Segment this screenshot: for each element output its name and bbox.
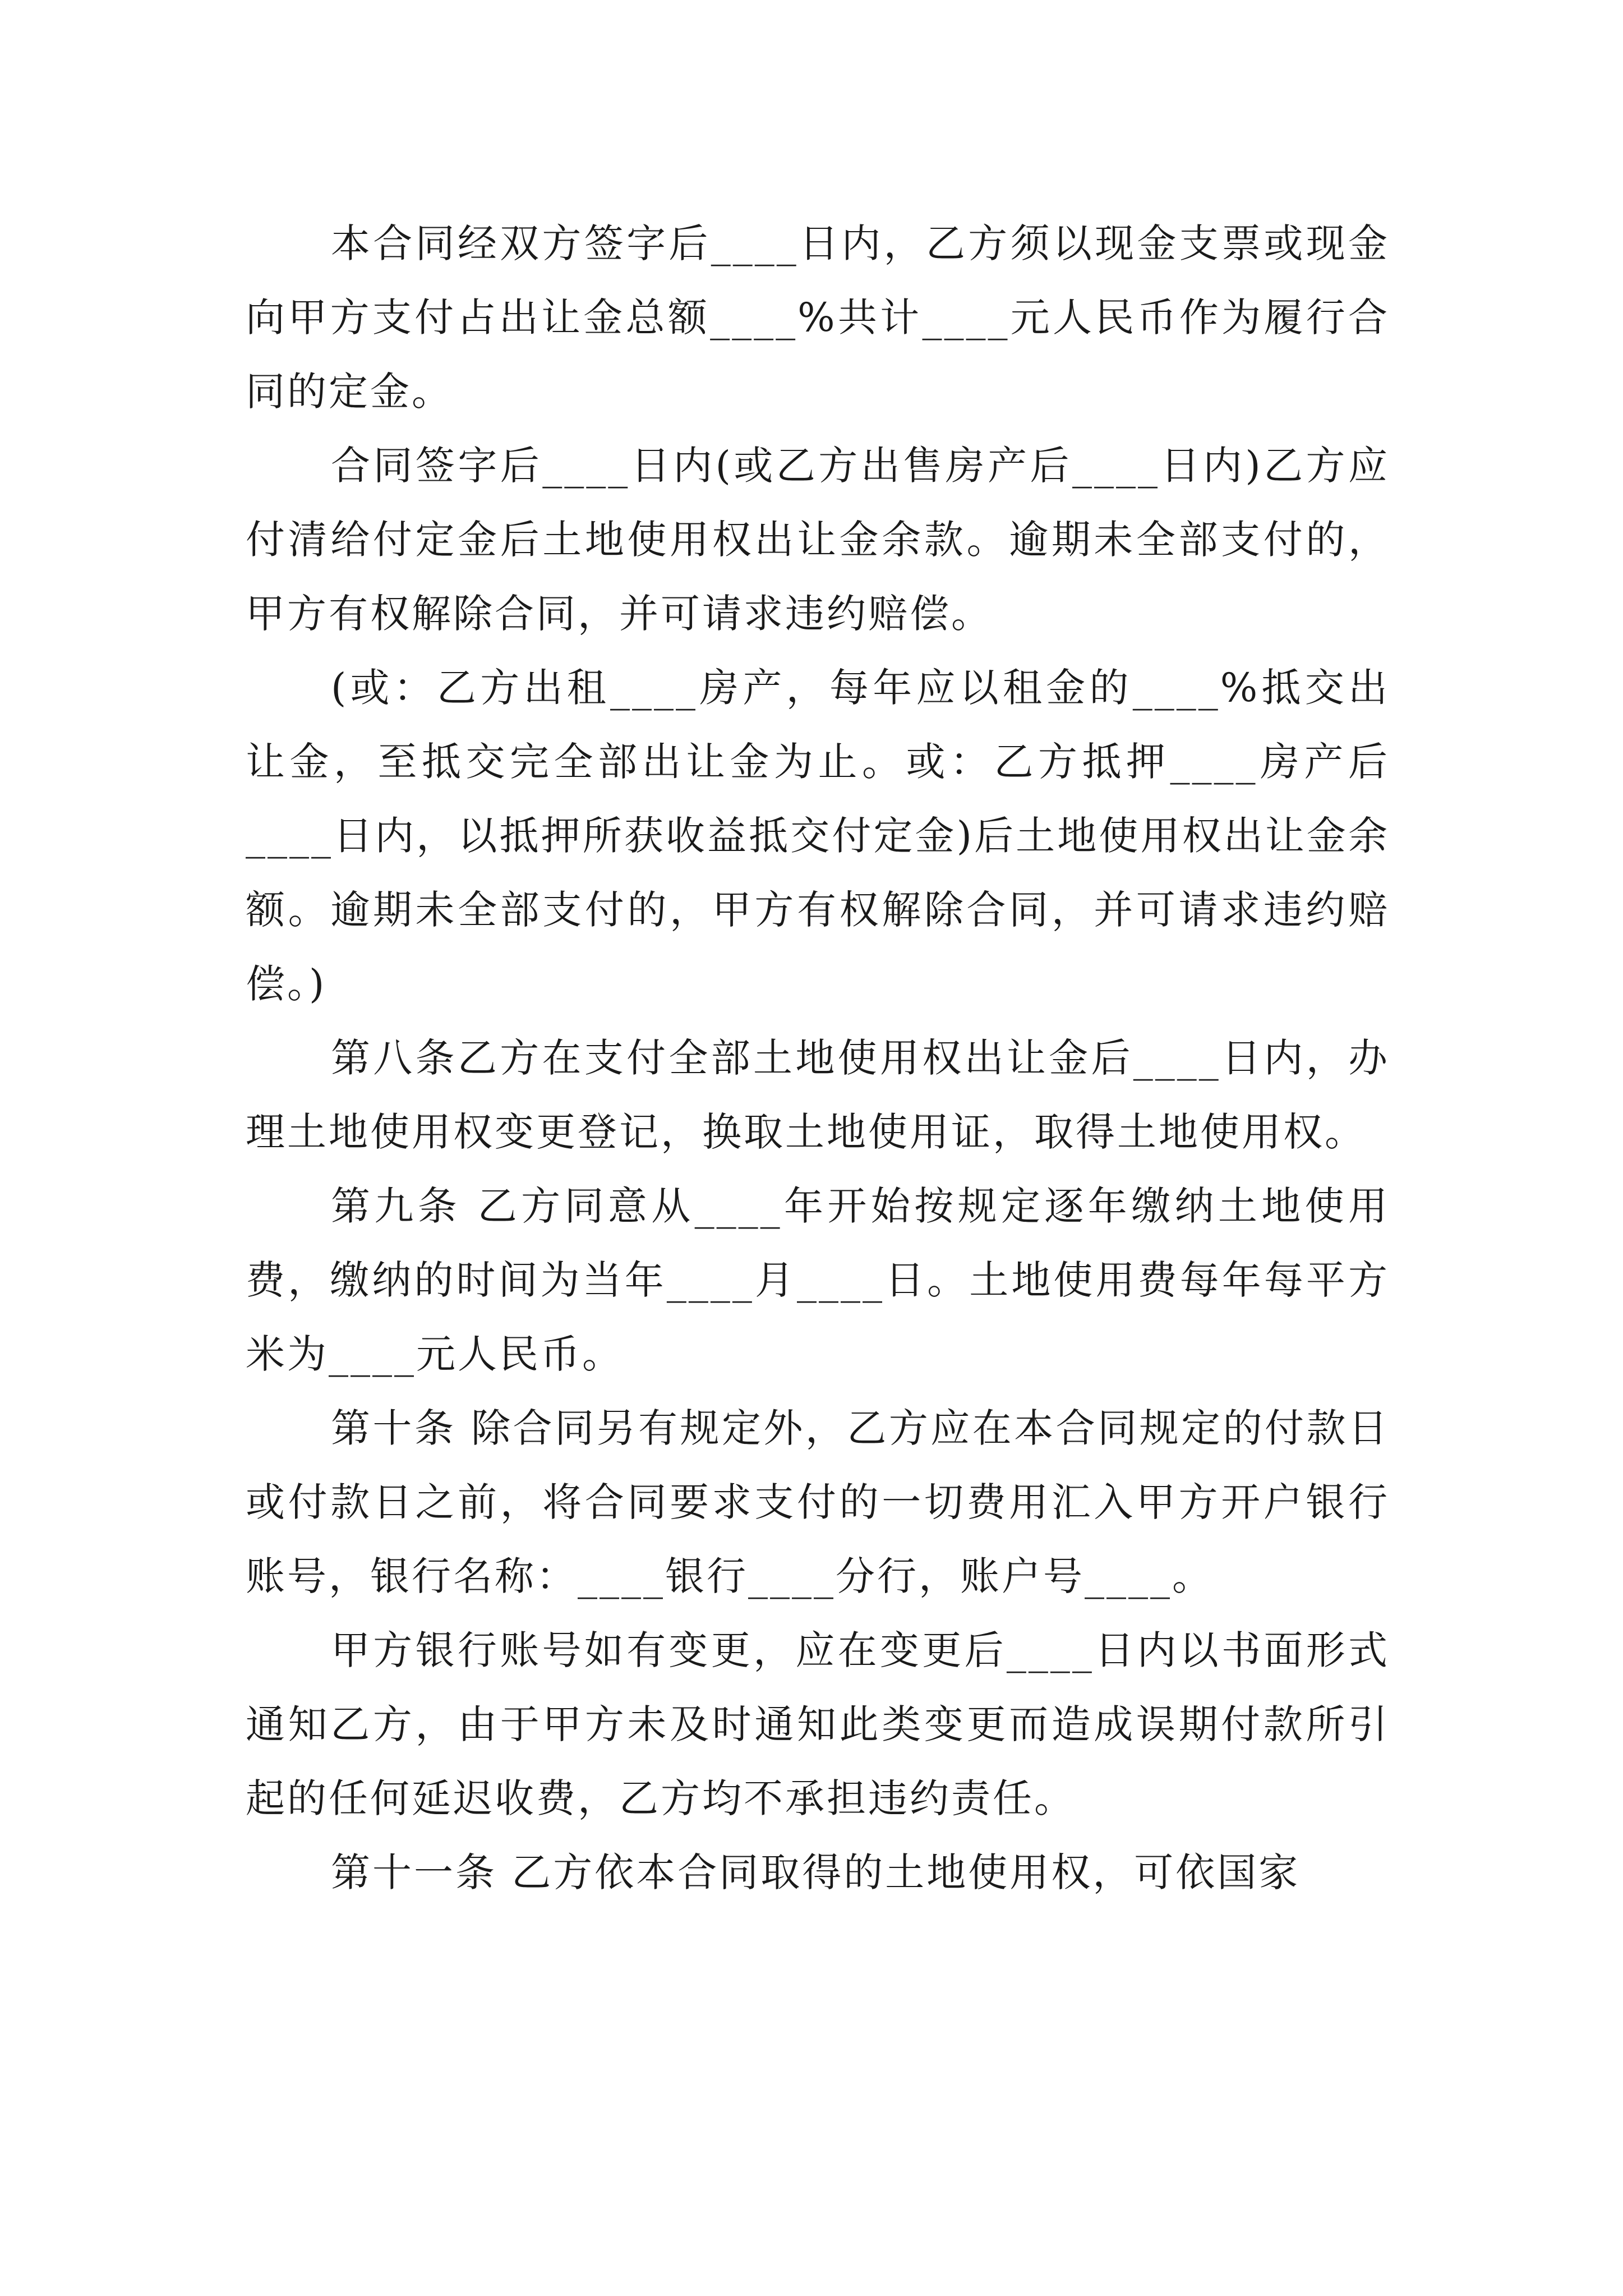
document-body bbox=[246, 206, 1390, 1910]
paragraph-balance-payment: 合同签字后____日内(或乙方出售房产后____日内)乙方应付清给付定金后土地使用权出让金余款。逾期未全部支付的，甲方有权解除合同，并可请求违约赔偿。 bbox=[246, 443, 1390, 637]
paragraph-article-10: 第十条 除合同另有规定外，乙方应在本合同规定的付款日或付款日之前，将合同要求支付的一切费用汇入甲方开户银行账号，银行名称：____银行____分行，账户号____。 bbox=[246, 1405, 1390, 1599]
paragraph-article-8: 第八条乙方在支付全部土地使用权出让金后____日内，办理土地使用权变更登记，换取土地使用证，取得土地使用权。 bbox=[246, 1035, 1390, 1155]
paragraph-article-9: 第九条 乙方同意从____年开始按规定逐年缴纳土地使用费，缴纳的时间为当年____月____日。土地使用费每年每平方米为____元人民币。 bbox=[246, 1183, 1390, 1377]
paragraph-bank-account-change: 甲方银行账号如有变更，应在变更后____日内以书面形式通知乙方，由于甲方未及时通知此类变更而造成误期付款所引起的任何延迟收费，乙方均不承担违约责任。 bbox=[246, 1627, 1390, 1821]
paragraph-alternative-payment: (或：乙方出租____房产，每年应以租金的____%抵交出让金，至抵交完全部出让金为止。或：乙方抵押____房产后____日内，以抵押所获收益抵交付定金)后土地使用权出让金余额。逾期未全部支付的，甲方有权解除合同，并可请求违约赔偿。) bbox=[246, 665, 1390, 1007]
paragraph-deposit-payment: 本合同经双方签字后____日内，乙方须以现金支票或现金向甲方支付占出让金总额____%共计____元人民币作为履行合同的定金。 bbox=[246, 220, 1390, 415]
paragraph-article-11: 第十一条 乙方依本合同取得的土地使用权，可依国家 bbox=[331, 1849, 1301, 1895]
